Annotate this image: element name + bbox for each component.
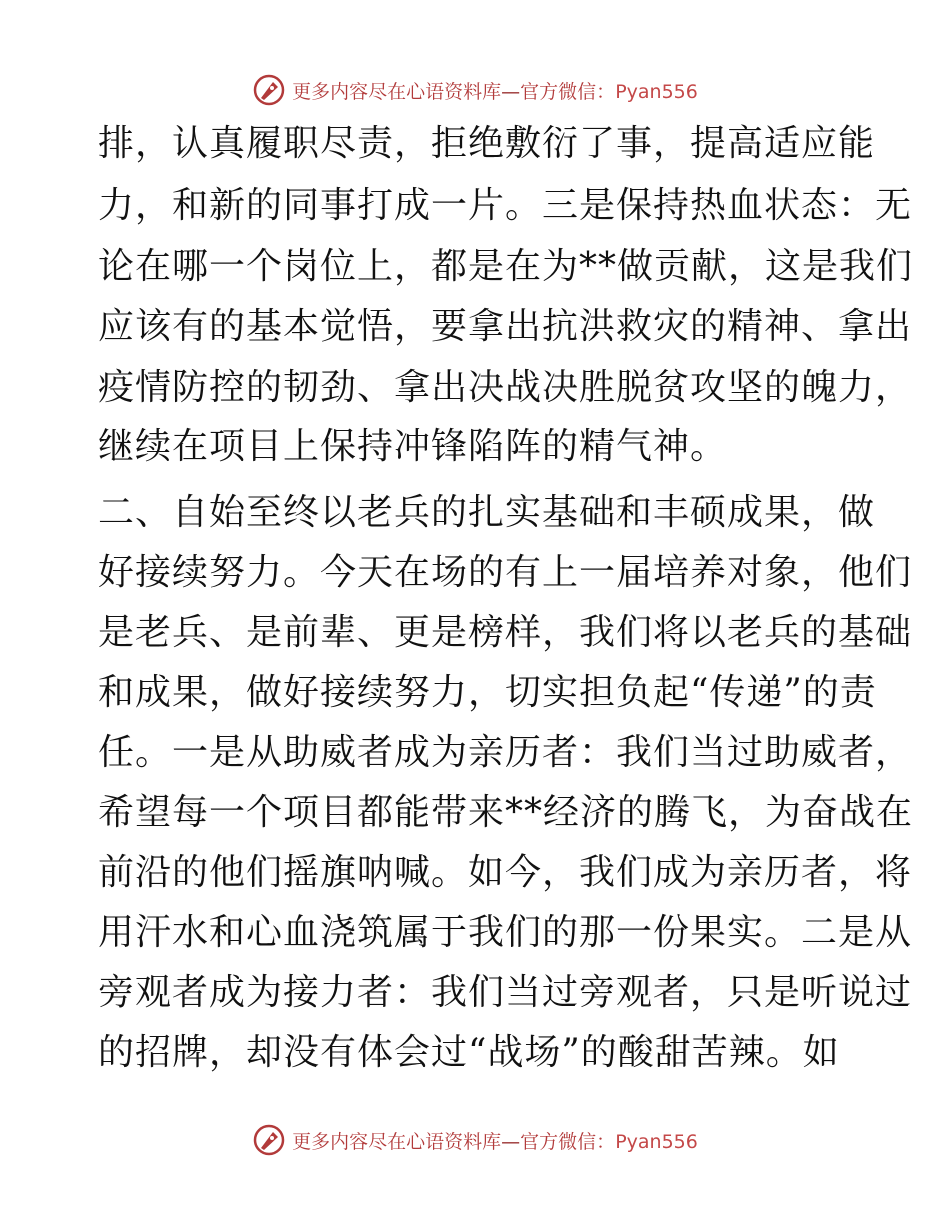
body-line: 是老兵、是前辈、更是榜样，我们将以老兵的基础 [98, 612, 913, 653]
watermark-separator: — [501, 1130, 521, 1153]
body-line: 旁观者成为接力者：我们当过旁观者，只是听说过 [98, 972, 913, 1013]
watermark-main: 更多内容尽在心语资料库 [292, 80, 502, 103]
body-line: 希望每一个项目都能带来**经济的腾飞，为奋战在 [98, 792, 914, 833]
body-line: 好接续努力。今天在场的有上一届培养对象，他们 [98, 552, 913, 593]
watermark-id: Pyan556 [615, 1130, 698, 1153]
body-line: 论在哪一个岗位上，都是在为**做贡献，这是我们 [98, 246, 914, 287]
body-line: 排，认真履职尽责，拒绝敷衍了事，提高适应能 [98, 123, 876, 164]
footer-watermark [0, 1120, 950, 1160]
watermark-suffix: 官方微信： [520, 80, 616, 103]
body-line: 用汗水和心血浇筑属于我们的那一份果实。二是从 [98, 912, 913, 953]
header-watermark [0, 70, 950, 110]
watermark-id: Pyan556 [615, 80, 698, 103]
watermark-separator: — [501, 80, 521, 103]
body-line: 力，和新的同事打成一片。三是保持热血状态：无 [98, 185, 913, 226]
watermark-text [292, 77, 698, 104]
watermark-suffix: 官方微信： [520, 1130, 616, 1153]
watermark-main: 更多内容尽在心语资料库 [292, 1130, 502, 1153]
body-line: 和成果，做好接续努力，切实担负起“传递”的责 [98, 672, 877, 713]
body-line: 继续在项目上保持冲锋陷阵的精气神。 [98, 426, 728, 467]
pen-nib-logo-icon [252, 73, 286, 107]
body-line: 任。一是从助威者成为亲历者：我们当过助威者， [98, 732, 913, 773]
body-line: 应该有的基本觉悟，要拿出抗洪救灾的精神、拿出 [98, 306, 913, 347]
body-line: 疫情防控的韧劲、拿出决战决胜脱贫攻坚的魄力， [98, 367, 913, 408]
body-line: 前沿的他们摇旗呐喊。如今，我们成为亲历者，将 [98, 852, 913, 893]
watermark-text [292, 1127, 698, 1154]
body-line: 的招牌，却没有体会过“战场”的酸甜苦辣。如 [98, 1032, 840, 1073]
pen-nib-logo-icon [252, 1123, 286, 1157]
section-heading-line: 二、自始至终以老兵的扎实基础和丰硕成果，做 [98, 492, 876, 533]
